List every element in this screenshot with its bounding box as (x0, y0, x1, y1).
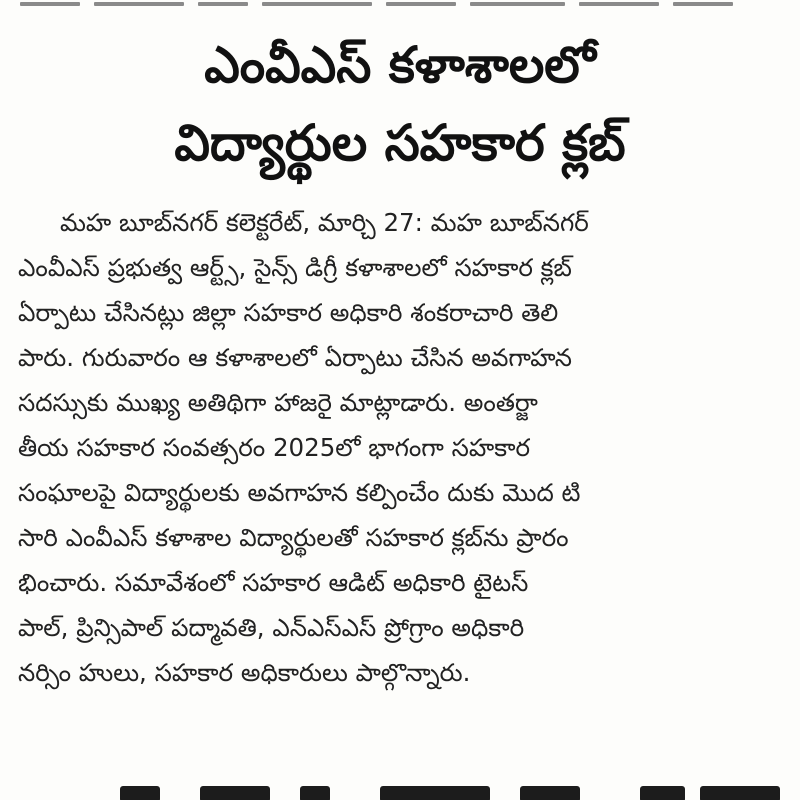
body-line: పాల్, ప్రిన్సిపాల్ పద్మావతి, ఎన్ఎస్ఎస్ ప్రోగ్రాం అధికారి (18, 613, 525, 642)
body-line: పారు. గురువారం ఆ కళాశాలలో ఏర్పాటు చేసిన అవగాహన (18, 343, 572, 372)
body-line: సంఘాలపై విద్యార్థులకు అవగాహన కల్పించేం దుకు మొద టి (18, 478, 581, 507)
article-headline (0, 26, 800, 182)
body-line: నర్సిం హులు, సహకార అధికారులు పాల్గొన్నారు. (18, 658, 471, 687)
body-line: సారి ఎంవీఎస్ కళాశాల విద్యార్థులతో సహకార క్లబ్‌ను ప్రారం (18, 523, 569, 552)
body-line: తీయ సహకార సంవత్సరం 2025లో భాగంగా సహకార (18, 433, 531, 462)
body-line: మహ బూబ్‌నగర్ కలెక్టరేట్, మార్చి 27: మహ బూబ్‌నగర్ (60, 208, 589, 237)
cropped-text-strip-top (0, 0, 800, 10)
body-line: ఎంవీఎస్ ప్రభుత్వ ఆర్ట్స్, సైన్స్ డిగ్రీ కళాశాలలో సహకార క్లబ్ (18, 253, 572, 282)
body-line: సదస్సుకు ముఖ్య అతిథిగా హాజరై మాట్లాడారు. అంతర్జా (18, 388, 538, 417)
body-line: భించారు. సమావేశంలో సహకార ఆడిట్ అధికారి టైటస్ (18, 568, 529, 597)
headline-line-1: ఎంవీఎస్ కళాశాలలో (204, 36, 596, 94)
body-line: ఏర్పాటు చేసినట్లు జిల్లా సహకార అధికారి శంకరాచారి తెలి (18, 298, 559, 327)
cropped-text-strip-bottom (0, 780, 800, 800)
headline-line-2: విద్యార్థుల సహకార క్లబ్ (174, 114, 626, 172)
article-body (18, 200, 786, 695)
